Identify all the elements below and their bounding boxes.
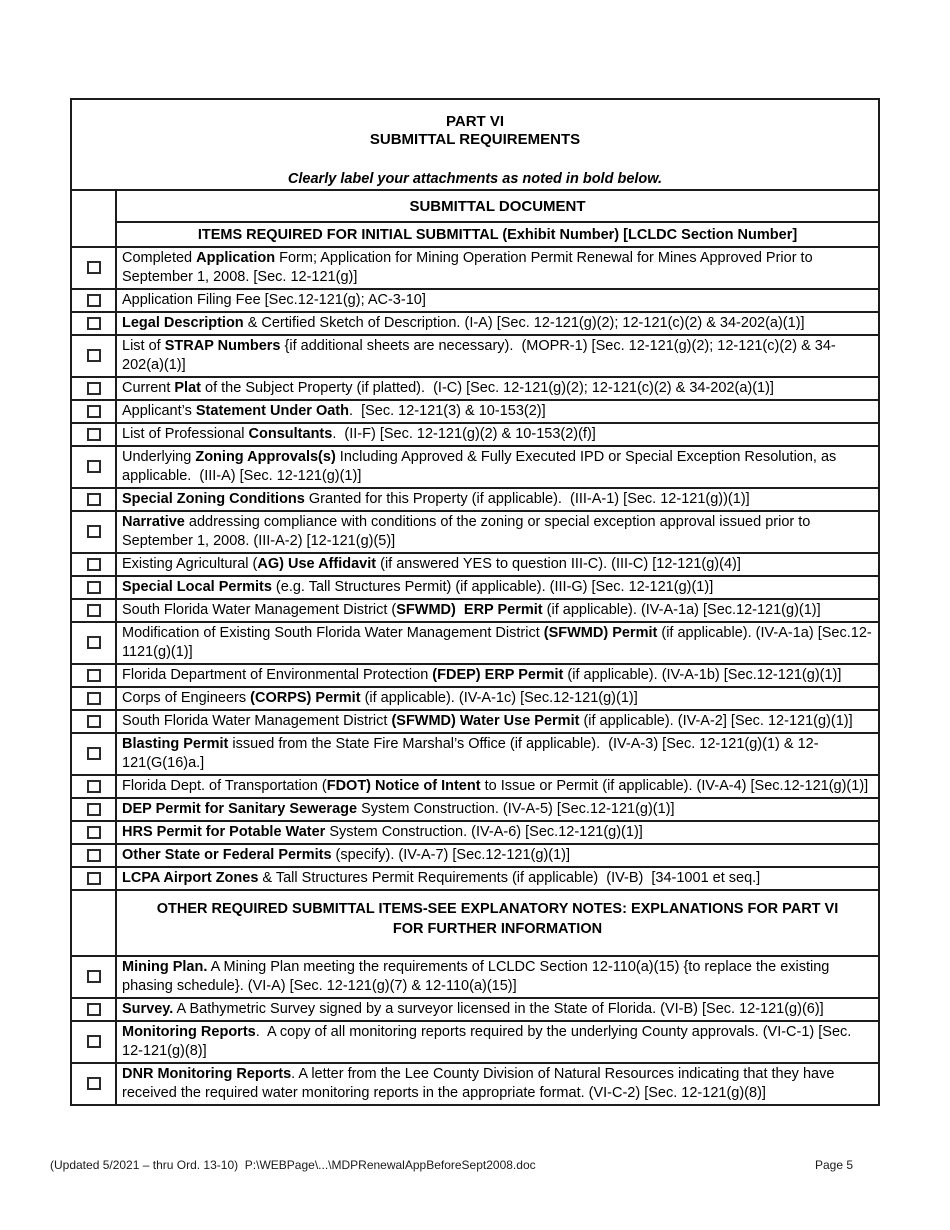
item-text: Mining Plan. A Mining Plan meeting the requirements of LCLDC Section 12-110(a)(15) {to replace the existing phasing schedule}. (VI-A) [Sec. 12-121(g)(7) & 12-110(a)(15)] bbox=[116, 956, 879, 998]
item-checkbox[interactable] bbox=[87, 715, 101, 728]
item-text: Completed Application Form; Application for Mining Operation Permit Renewal for Mines Approved Prior to September 1, 2008. [Sec. 12-121(g)] bbox=[116, 247, 879, 289]
submittal-item-row bbox=[71, 553, 879, 576]
item-text: Corps of Engineers (CORPS) Permit (if applicable). (IV-A-1c) [Sec.12-121(g)(1)] bbox=[116, 687, 879, 710]
item-checkbox[interactable] bbox=[87, 382, 101, 395]
checkbox-cell bbox=[71, 998, 116, 1021]
item-text: HRS Permit for Potable Water System Construction. (IV-A-6) [Sec.12-121(g)(1)] bbox=[116, 821, 879, 844]
submittal-item-row bbox=[71, 289, 879, 312]
item-checkbox[interactable] bbox=[87, 826, 101, 839]
checkbox-cell bbox=[71, 247, 116, 289]
item-text: DEP Permit for Sanitary Sewerage System Construction. (IV-A-5) [Sec.12-121(g)(1)] bbox=[116, 798, 879, 821]
item-text: Legal Description & Certified Sketch of Description. (I-A) [Sec. 12-121(g)(2); 12-121(c)(2) & 34-202(a)(1)] bbox=[116, 312, 879, 335]
item-text: Underlying Zoning Approvals(s) Including Approved & Fully Executed IPD or Special Exception Resolution, as applicable. (III-A) [Sec. 12-121(g)(1)] bbox=[116, 446, 879, 488]
table-title-row bbox=[71, 99, 879, 190]
checkbox-cell bbox=[71, 1021, 116, 1063]
item-checkbox[interactable] bbox=[87, 525, 101, 538]
checkbox-cell bbox=[71, 798, 116, 821]
checkbox-cell bbox=[71, 335, 116, 377]
checkbox-cell bbox=[71, 890, 116, 956]
submittal-item-row bbox=[71, 956, 879, 998]
checkbox-cell bbox=[71, 867, 116, 890]
submittal-item-row bbox=[71, 821, 879, 844]
submittal-item-row bbox=[71, 247, 879, 289]
item-checkbox[interactable] bbox=[87, 970, 101, 983]
submittal-item-row bbox=[71, 798, 879, 821]
checkbox-cell bbox=[71, 400, 116, 423]
table-title-cell bbox=[71, 99, 879, 190]
item-checkbox[interactable] bbox=[87, 747, 101, 760]
checkbox-cell bbox=[71, 377, 116, 400]
item-text: Current Plat of the Subject Property (if platted). (I-C) [Sec. 12-121(g)(2); 12-121(c)(2) & 34-202(a)(1)] bbox=[116, 377, 879, 400]
item-text: DNR Monitoring Reports. A letter from the Lee County Division of Natural Resources indicating that they have received the required water monitoring reports in the appropriate format. (VI-C-2) [Sec. 12-121(g)(8)] bbox=[116, 1063, 879, 1105]
checkbox-cell bbox=[71, 446, 116, 488]
item-text: Application Filing Fee [Sec.12-121(g); AC-3-10] bbox=[116, 289, 879, 312]
attachments-note: Clearly label your attachments as noted in bold below. bbox=[287, 171, 663, 187]
item-text: Survey. A Bathymetric Survey signed by a surveyor licensed in the State of Florida. (VI-B) [Sec. 12-121(g)(6)] bbox=[116, 998, 879, 1021]
submittal-item-row bbox=[71, 1021, 879, 1063]
item-checkbox[interactable] bbox=[87, 669, 101, 682]
checkbox-cell bbox=[71, 775, 116, 798]
item-checkbox[interactable] bbox=[87, 849, 101, 862]
item-checkbox[interactable] bbox=[87, 317, 101, 330]
checkbox-cell bbox=[71, 511, 116, 553]
checkbox-cell bbox=[71, 664, 116, 687]
item-text: LCPA Airport Zones & Tall Structures Permit Requirements (if applicable) (IV-B) [34-1001 et seq.] bbox=[116, 867, 879, 890]
submittal-item-row bbox=[71, 599, 879, 622]
submittal-table-body bbox=[71, 99, 879, 1105]
submittal-item-row bbox=[71, 844, 879, 867]
page-footer bbox=[0, 1158, 950, 1174]
submittal-item-row bbox=[71, 576, 879, 599]
submittal-item-row bbox=[71, 312, 879, 335]
checkbox-cell bbox=[71, 576, 116, 599]
submittal-item-row bbox=[71, 446, 879, 488]
submittal-item-row bbox=[71, 511, 879, 553]
item-checkbox[interactable] bbox=[87, 428, 101, 441]
item-text: South Florida Water Management District (SFWMD) Water Use Permit (if applicable). (IV-A-2] [Sec. 12-121(g)(1)] bbox=[116, 710, 879, 733]
item-text: Blasting Permit issued from the State Fire Marshal’s Office (if applicable). (IV-A-3) [Sec. 12-121(g)(1) & 12-121(G(16)a.] bbox=[116, 733, 879, 775]
section-header-text: OTHER REQUIRED SUBMITTAL ITEMS-SEE EXPLANATORY NOTES: EXPLANATIONS FOR PART VI FOR FURTHER INFORMATION bbox=[116, 890, 879, 956]
item-checkbox[interactable] bbox=[87, 294, 101, 307]
submittal-item-row bbox=[71, 867, 879, 890]
checkbox-cell bbox=[71, 710, 116, 733]
footer-file-path: (Updated 5/2021 – thru Ord. 13-10) P:\WEBPage\...\MDPRenewalAppBeforeSept2008.doc bbox=[50, 1158, 536, 1172]
item-checkbox[interactable] bbox=[87, 780, 101, 793]
item-text: Special Zoning Conditions Granted for this Property (if applicable). (III-A-1) [Sec. 12-121(g))(1)] bbox=[116, 488, 879, 511]
checkbox-cell bbox=[71, 1063, 116, 1105]
checkbox-cell bbox=[71, 599, 116, 622]
checkbox-cell bbox=[71, 622, 116, 664]
submittal-item-row bbox=[71, 733, 879, 775]
item-checkbox[interactable] bbox=[87, 460, 101, 473]
item-checkbox[interactable] bbox=[87, 558, 101, 571]
submittal-item-row bbox=[71, 687, 879, 710]
submittal-item-row bbox=[71, 335, 879, 377]
item-checkbox[interactable] bbox=[87, 1035, 101, 1048]
item-checkbox[interactable] bbox=[87, 405, 101, 418]
checkbox-cell bbox=[71, 844, 116, 867]
items-required-header-row bbox=[71, 222, 879, 247]
item-checkbox[interactable] bbox=[87, 872, 101, 885]
submittal-item-row bbox=[71, 488, 879, 511]
item-checkbox[interactable] bbox=[87, 581, 101, 594]
submittal-document-header: SUBMITTAL DOCUMENT bbox=[116, 190, 879, 222]
item-text: Modification of Existing South Florida Water Management District (SFWMD) Permit (if applicable). (IV-A-1a) [Sec.12-1121(g)(1)] bbox=[116, 622, 879, 664]
submittal-item-row bbox=[71, 1063, 879, 1105]
item-text: List of Professional Consultants. (II-F) [Sec. 12-121(g)(2) & 10-153(2)(f)] bbox=[116, 423, 879, 446]
checkbox-cell bbox=[71, 312, 116, 335]
item-text: Monitoring Reports. A copy of all monitoring reports required by the underlying County approvals. (VI-C-1) [Sec. 12-121(g)(8)] bbox=[116, 1021, 879, 1063]
submittal-item-row bbox=[71, 998, 879, 1021]
submittal-item-row bbox=[71, 622, 879, 664]
checkbox-cell bbox=[71, 821, 116, 844]
item-text: Existing Agricultural (AG) Use Affidavit (if answered YES to question III-C). (III-C) [12-121(g)(4)] bbox=[116, 553, 879, 576]
items-required-header: ITEMS REQUIRED FOR INITIAL SUBMITTAL (Exhibit Number) [LCLDC Section Number] bbox=[116, 222, 879, 247]
item-checkbox[interactable] bbox=[87, 1077, 101, 1090]
submittal-requirements-table bbox=[70, 98, 880, 1106]
checkbox-cell bbox=[71, 488, 116, 511]
submittal-item-row bbox=[71, 400, 879, 423]
item-text: Florida Dept. of Transportation (FDOT) Notice of Intent to Issue or Permit (if applicable). (IV-A-4) [Sec.12-121(g)(1)] bbox=[116, 775, 879, 798]
submittal-item-row bbox=[71, 710, 879, 733]
footer-page-number: Page 5 bbox=[815, 1158, 854, 1172]
checkbox-cell bbox=[71, 687, 116, 710]
item-checkbox[interactable] bbox=[87, 692, 101, 705]
item-text: Special Local Permits (e.g. Tall Structures Permit) (if applicable). (III-G) [Sec. 12-121(g)(1)] bbox=[116, 576, 879, 599]
submittal-document-header-row bbox=[71, 190, 879, 222]
section-header-row bbox=[71, 890, 879, 956]
item-text: Other State or Federal Permits (specify). (IV-A-7) [Sec.12-121(g)(1)] bbox=[116, 844, 879, 867]
submittal-item-row bbox=[71, 664, 879, 687]
item-checkbox[interactable] bbox=[87, 493, 101, 506]
checkbox-cell bbox=[71, 733, 116, 775]
submittal-item-row bbox=[71, 377, 879, 400]
item-checkbox[interactable] bbox=[87, 636, 101, 649]
item-checkbox[interactable] bbox=[87, 803, 101, 816]
item-text: Florida Department of Environmental Protection (FDEP) ERP Permit (if applicable). (IV-A-1b) [Sec.12-121(g)(1)] bbox=[116, 664, 879, 687]
checkbox-cell bbox=[71, 423, 116, 446]
checkbox-cell bbox=[71, 553, 116, 576]
item-text: South Florida Water Management District (SFWMD) ERP Permit (if applicable). (IV-A-1a) [Sec.12-121(g)(1)] bbox=[116, 599, 879, 622]
checkbox-cell bbox=[71, 956, 116, 998]
item-text: Narrative addressing compliance with conditions of the zoning or special exception approval issued prior to September 1, 2008. (III-A-2) [12-121(g)(5)] bbox=[116, 511, 879, 553]
item-checkbox[interactable] bbox=[87, 1003, 101, 1016]
submittal-item-row bbox=[71, 423, 879, 446]
item-checkbox[interactable] bbox=[87, 349, 101, 362]
item-checkbox[interactable] bbox=[87, 604, 101, 617]
checkbox-cell bbox=[71, 289, 116, 312]
item-text: Applicant’s Statement Under Oath. [Sec. 12-121(3) & 10-153(2)] bbox=[116, 400, 879, 423]
submittal-item-row bbox=[71, 775, 879, 798]
item-text: List of STRAP Numbers {if additional sheets are necessary). (MOPR-1) [Sec. 12-121(g)(2); 12-121(c)(2) & 34-202(a)(1)] bbox=[116, 335, 879, 377]
header-empty-cell bbox=[71, 190, 116, 247]
part-title: PART VI bbox=[445, 113, 505, 130]
item-checkbox[interactable] bbox=[87, 261, 101, 274]
part-subtitle: SUBMITTAL REQUIREMENTS bbox=[369, 131, 581, 148]
